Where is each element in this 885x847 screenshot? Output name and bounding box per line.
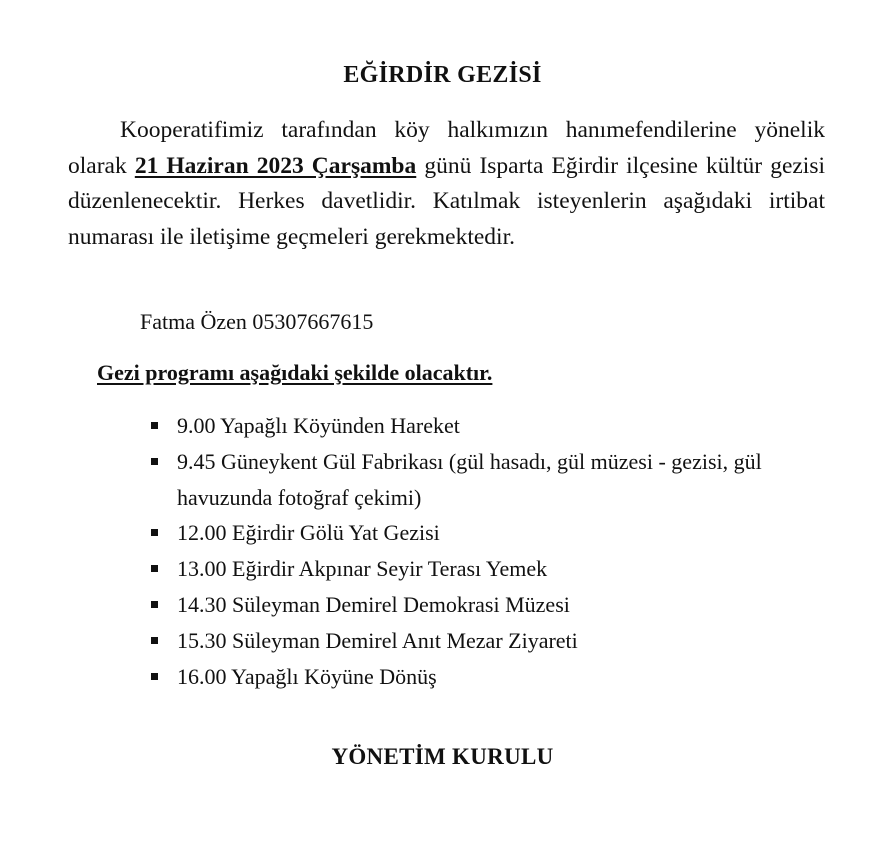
square-bullet-icon	[151, 601, 158, 608]
square-bullet-icon	[151, 458, 158, 465]
contact-info: Fatma Özen 05307667615	[140, 309, 374, 334]
square-bullet-icon	[151, 565, 158, 572]
square-bullet-icon	[151, 529, 158, 536]
announcement-paragraph	[68, 113, 825, 255]
schedule-item: 9.45 Güneykent Gül Fabrikası (gül hasadı, gül müzesi - gezisi, gül havuzunda fotoğraf çekimi)	[150, 444, 810, 516]
paragraph-text-end: günü Isparta Eğirdir ilçesine kültür gezisi düzenlenecektir. Herkes davetlidir. Katılmak isteyenlerin aşağıdaki irtibat numarası ile iletişime geçmeleri gerekmektedir.	[68, 152, 826, 250]
trip-date: 21 Haziran 2023 Çarşamba	[134, 152, 417, 179]
schedule-item: 12.00 Eğirdir Gölü Yat Gezisi	[150, 515, 810, 551]
schedule-item: 13.00 Eğirdir Akpınar Seyir Terası Yemek	[150, 551, 810, 587]
schedule-item: 16.00 Yapağlı Köyüne Dönüş	[150, 659, 810, 695]
square-bullet-icon	[151, 422, 158, 429]
schedule-item: 15.30 Süleyman Demirel Anıt Mezar Ziyareti	[150, 623, 810, 659]
paragraph-text-start: Kooperatifimiz tarafından köy halkımızın hanımefendilerine yönelik olarak	[68, 117, 825, 179]
square-bullet-icon	[151, 673, 158, 680]
schedule-item: 14.30 Süleyman Demirel Demokrasi Müzesi	[150, 587, 810, 623]
signature: YÖNETİM KURULU	[331, 744, 554, 769]
program-heading: Gezi programı aşağıdaki şekilde olacaktır.	[97, 360, 493, 385]
square-bullet-icon	[151, 637, 158, 644]
schedule-list	[150, 408, 810, 694]
schedule-item: 9.00 Yapağlı Köyünden Hareket	[150, 408, 810, 444]
document-title: EĞİRDİR GEZİSİ	[343, 62, 542, 88]
